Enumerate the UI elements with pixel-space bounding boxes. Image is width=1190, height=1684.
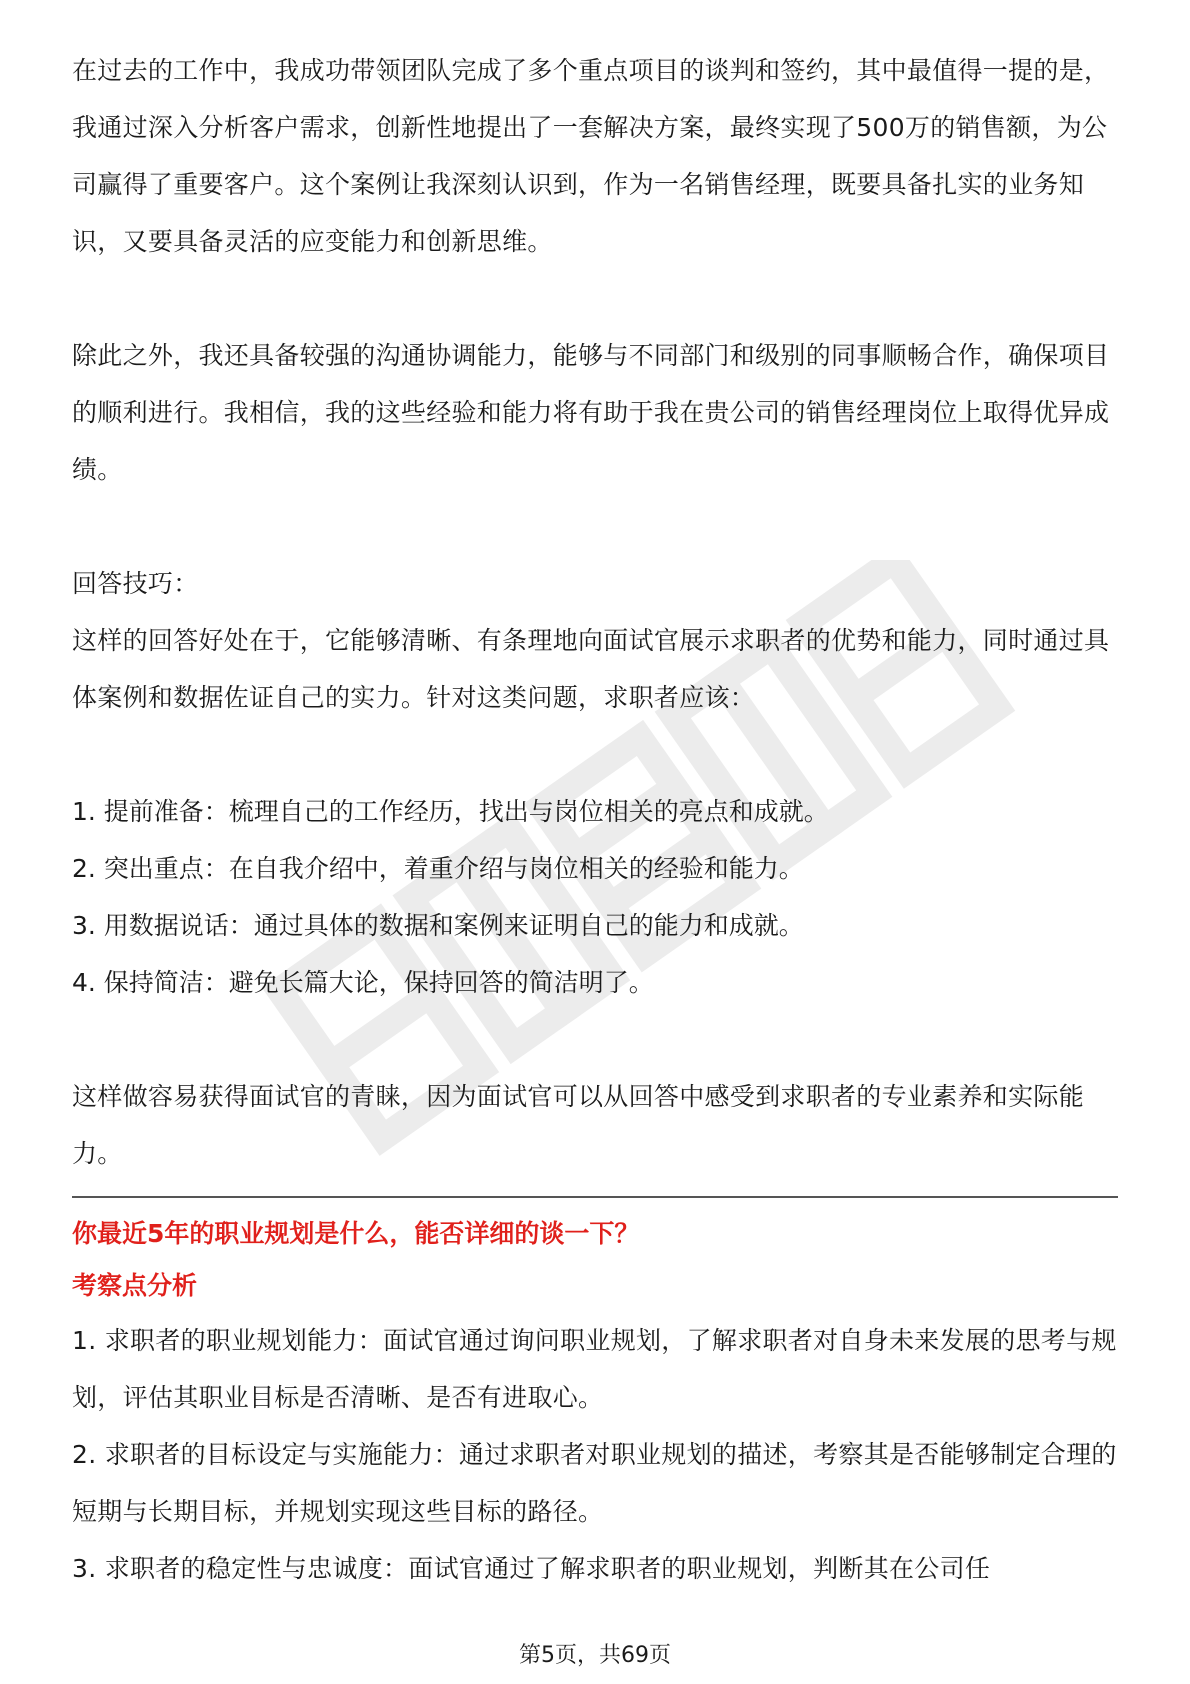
- page-number: 第5页，共69页: [519, 1643, 671, 1668]
- section-divider: [72, 1196, 1118, 1198]
- analysis-item: 2. 求职者的目标设定与实施能力：通过求职者对职业规划的描述，考察其是否能够制定合理的短期与长期目标，并规划实现这些目标的路径。: [72, 1440, 1117, 1526]
- question-heading: 你最近5年的职业规划是什么，能否详细的谈一下？: [72, 1219, 640, 1248]
- paragraph-experience: 在过去的工作中，我成功带领团队完成了多个重点项目的谈判和签约，其中最值得一提的是，我通过深入分析客户需求，创新性地提出了一套解决方案，最终实现了500万的销售额，为公司赢得了重要客户。这个案例让我深刻认识到，作为一名销售经理，既要具备扎实的业务知识，又要具备灵活的应变能力和创新思维。: [72, 56, 1110, 256]
- tips-item: 1. 提前准备：梳理自己的工作经历，找出与岗位相关的亮点和成就。: [72, 797, 829, 826]
- tips-conclusion: 这样做容易获得面试官的青睐，因为面试官可以从回答中感受到求职者的专业素养和实际能力。: [72, 1082, 1085, 1168]
- tips-item: 2. 突出重点：在自我介绍中，着重介绍与岗位相关的经验和能力。: [72, 854, 804, 883]
- document-body: [72, 42, 1118, 1597]
- paragraph-communication: 除此之外，我还具备较强的沟通协调能力，能够与不同部门和级别的同事顺畅合作，确保项目的顺利进行。我相信，我的这些经验和能力将有助于我在贵公司的销售经理岗位上取得优异成绩。: [72, 341, 1110, 484]
- tips-intro: 这样的回答好处在于，它能够清晰、有条理地向面试官展示求职者的优势和能力，同时通过具体案例和数据佐证自己的实力。针对这类问题，求职者应该：: [72, 626, 1110, 712]
- tips-item: 3. 用数据说话：通过具体的数据和案例来证明自己的能力和成就。: [72, 911, 804, 940]
- analysis-title: 考察点分析: [72, 1271, 198, 1300]
- analysis-item: 1. 求职者的职业规划能力：面试官通过询问职业规划，了解求职者对自身未来发展的思考与规划，评估其职业目标是否清晰、是否有进取心。: [72, 1326, 1117, 1412]
- analysis-item: 3. 求职者的稳定性与忠诚度：面试官通过了解求职者的职业规划，判断其在公司任: [72, 1554, 991, 1583]
- tips-heading: 回答技巧：: [72, 569, 199, 598]
- tips-item: 4. 保持简洁：避免长篇大论，保持回答的简洁明了。: [72, 968, 654, 997]
